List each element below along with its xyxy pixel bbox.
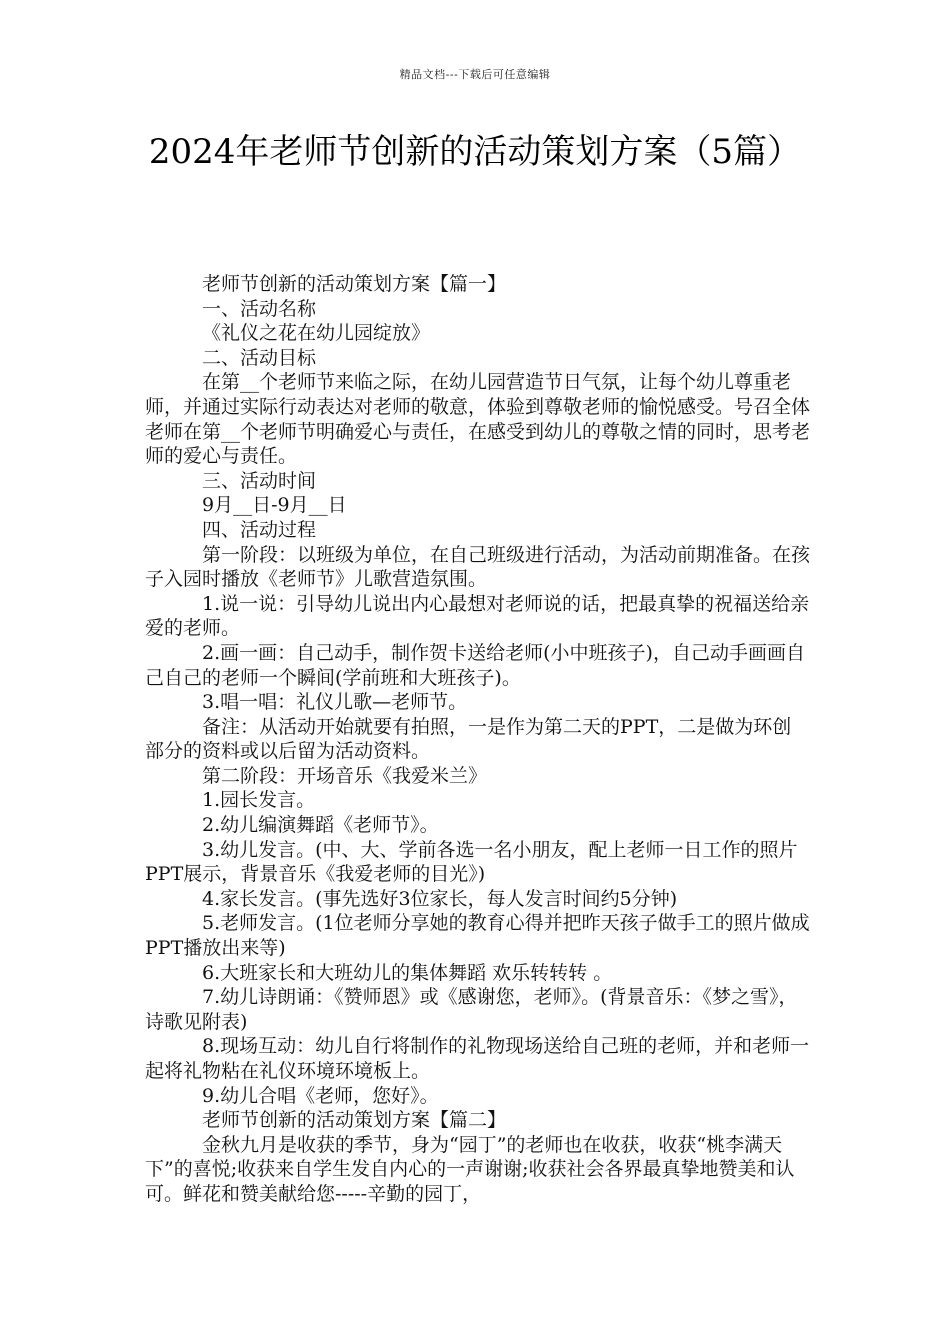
paragraph: 2.画一画：自己动手，制作贺卡送给老师(小中班孩子)，自己动手画画自己自己的老师一个瞬间(学前班和大班孩子)。	[145, 641, 805, 689]
paragraph: 备注：从活动开始就要有拍照，一是作为第二天的PPT，二是做为环创部分的资料或以后留为活动资料。	[145, 715, 792, 763]
paragraph: 2.幼儿编演舞蹈《老师节》。	[202, 814, 439, 837]
document-body	[145, 272, 810, 1207]
paragraph: 一、活动名称	[202, 297, 317, 320]
document-title: 2024年老师节创新的活动策划方案（5篇）	[148, 132, 802, 172]
paragraph: 9月__日-9月__日	[202, 494, 347, 517]
paragraph: 5.老师发言。(1位老师分享她的教育心得并把昨天孩子做手工的照片做成PPT播放出来等)	[145, 912, 810, 960]
paragraph: 4.家长发言。(事先选好3位家长，每人发言时间约5分钟)	[202, 887, 678, 910]
paragraph: 3.幼儿发言。(中、大、学前各选一名小朋友，配上老师一日工作的照片PPT展示，背景音乐《我爱老师的目光》)	[145, 838, 798, 886]
paragraph: 三、活动时间	[202, 469, 317, 492]
section-heading-1: 老师节创新的活动策划方案【篇一】	[202, 273, 507, 295]
paragraph: 第二阶段：开场音乐《我爱米兰》	[202, 764, 488, 787]
paragraph: 二、活动目标	[202, 346, 317, 369]
paragraph: 《礼仪之花在幼儿园绽放》	[202, 322, 431, 345]
paragraph: 6.大班家长和大班幼儿的集体舞蹈 欢乐转转转 。	[202, 961, 613, 984]
paragraph: 3.唱一唱：礼仪儿歌—老师节。	[202, 691, 468, 714]
paragraph: 1.园长发言。	[202, 789, 316, 812]
paragraph: 7.幼儿诗朗诵：《赞师恩》或《感谢您，老师》。(背景音乐：《梦之雪》，诗歌见附表)	[145, 986, 798, 1033]
paragraph: 1.说一说：引导幼儿说出内心最想对老师说的话，把最真挚的祝福送给亲爱的老师。	[145, 592, 810, 640]
paragraph: 第一阶段：以班级为单位，在自己班级进行活动，为活动前期准备。在孩子入园时播放《老师节》儿歌营造氛围。	[145, 543, 811, 591]
paragraph: 金秋九月是收获的季节，身为“园丁”的老师也在收获，收获“桃李满天下”的喜悦;收获来自学生发自内心的一声谢谢;收获社会各界最真挚地赞美和认可。鲜花和赞美献给您-----辛勤的园丁，	[145, 1133, 795, 1205]
paragraph: 8.现场互动：幼儿自行将制作的礼物现场送给自己班的老师，并和老师一起将礼物粘在礼仪环境环境板上。	[145, 1035, 810, 1082]
paragraph: 四、活动过程	[202, 518, 317, 541]
paragraph: 9.幼儿合唱《老师，您好》。	[202, 1084, 439, 1107]
section-heading-2: 老师节创新的活动策划方案【篇二】	[202, 1109, 507, 1132]
paragraph: 在第__个老师节来临之际，在幼儿园营造节日气氛，让每个幼儿尊重老师，并通过实际行动表达对老师的敬意，体验到尊敬老师的愉悦感受。号召全体老师在第__个老师节明确爱心与责任，在感受到幼儿的尊敬之情的同时，思考老师的爱心与责任。	[145, 371, 811, 468]
page-header-note: 精品文档---下载后可任意编辑	[399, 68, 551, 81]
